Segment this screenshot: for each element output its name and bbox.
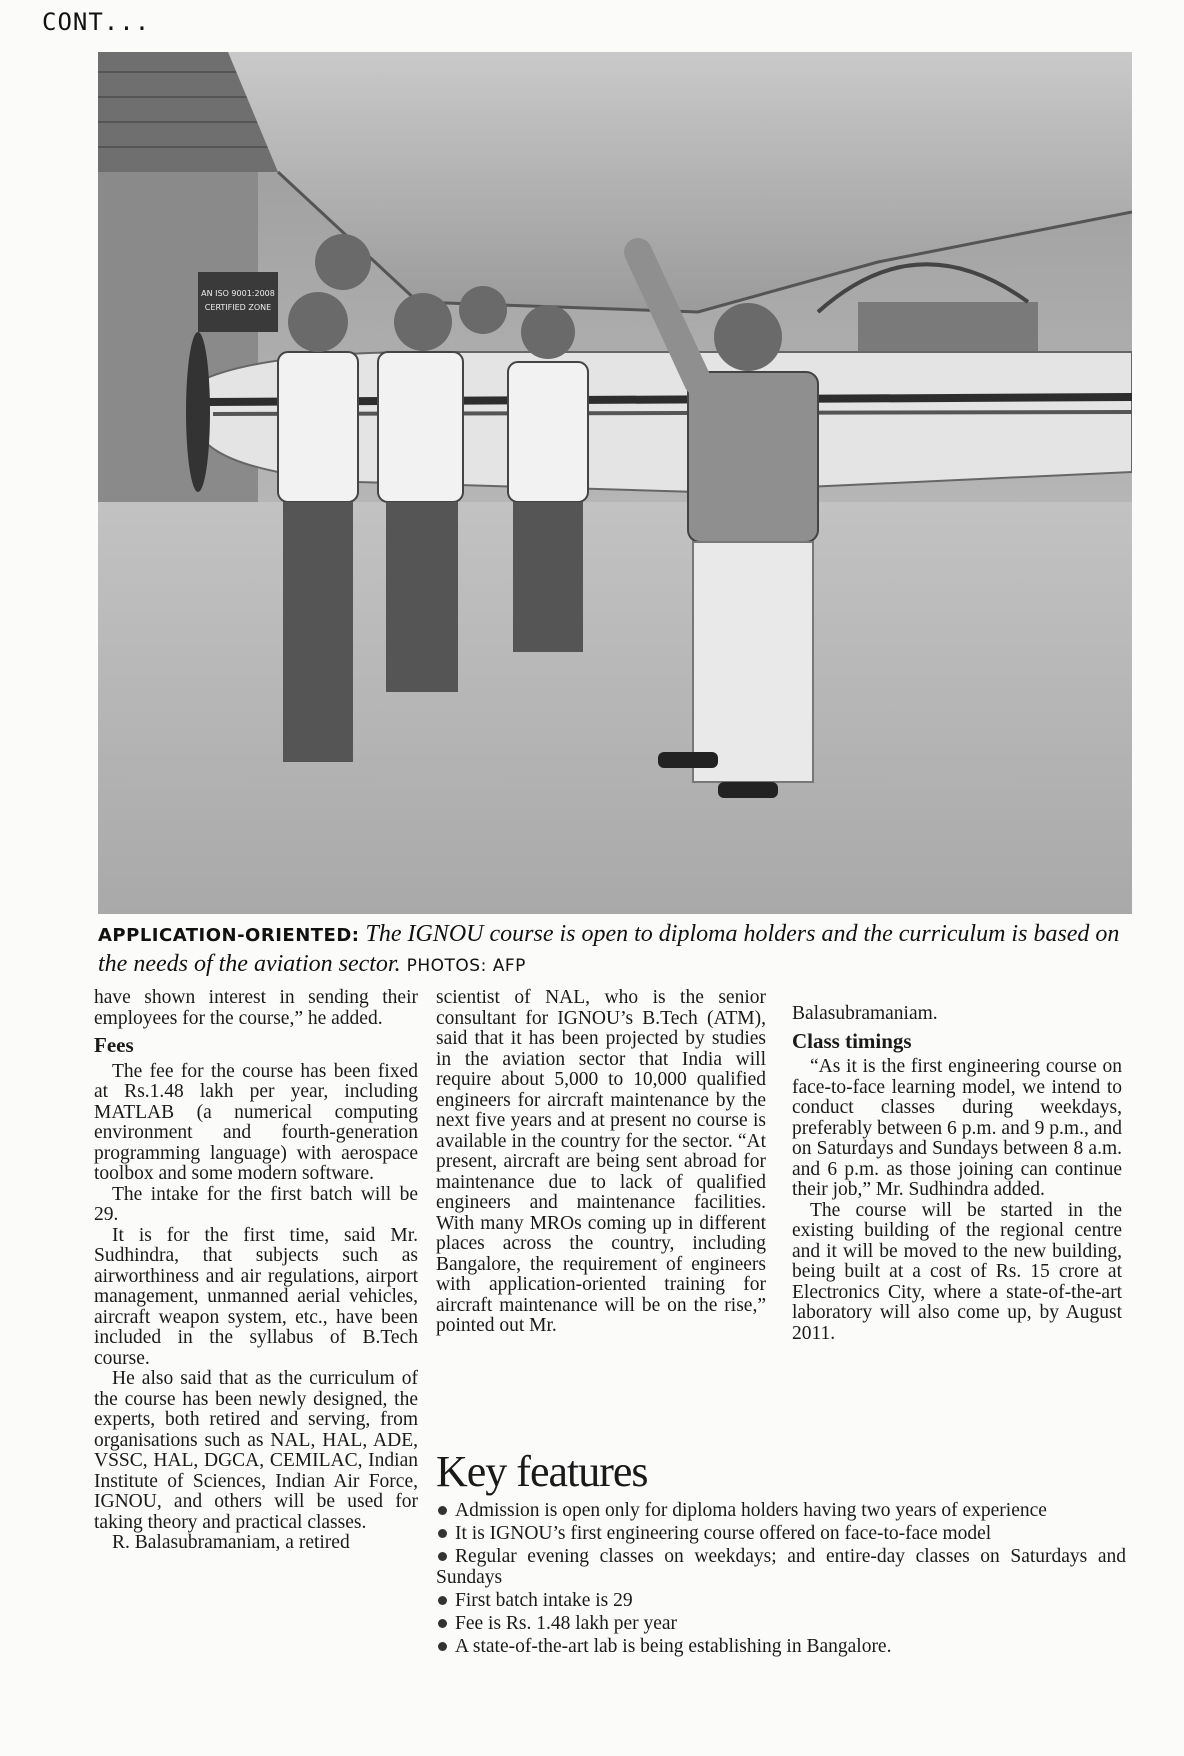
- photo-credit: PHOTOS: AFP: [406, 956, 526, 976]
- cont-label: CONT...: [42, 8, 151, 36]
- photo-caption: [98, 920, 1148, 981]
- paragraph: The fee for the course has been fixed at Rs.1.48 lakh per year, including MATLAB (a numerical computing environment and fourth-generation programming language) with aerospace toolbox and some modern software.: [94, 1060, 418, 1184]
- key-features-title: Key features: [436, 1447, 648, 1496]
- article-column-3: [792, 988, 1122, 1344]
- aircraft-training-photo: [98, 52, 1132, 914]
- bullet-icon: [438, 1642, 447, 1651]
- paragraph: “As it is the first engineering course on face-to-face learning model, we intend to conduct classes during weekdays, preferably between 6 p.m. and 9 p.m., and on Saturdays and Sundays between 8 a.m. and 6 p.m. as those joining can continue their job,” Mr. Sudhindra added.: [792, 1056, 1122, 1200]
- article-column-2: [436, 988, 766, 1337]
- bullet-icon: [438, 1552, 447, 1561]
- paragraph: scientist of NAL, who is the senior consultant for IGNOU’s B.Tech (ATM), said that it has been projected by studies in the aviation sector that India will require about 5,000 to 10,000 qualified engineers for aircraft maintenance by the next five years and at present no course is available in the country for the sector. “At present, aircraft are being sent abroad for maintenance due to lack of qualified engineers and maintenance facilities. With many MROs coming up in different places across the country, including Bangalore, the requirement of engineers with application-oriented training for aircraft maintenance will be on the rise,” pointed out Mr.: [436, 987, 766, 1336]
- list-item-text: Fee is Rs. 1.48 lakh per year: [455, 1613, 678, 1634]
- list-item-text: Admission is open only for diploma holders having two years of experience: [455, 1500, 1047, 1521]
- list-item: [436, 1613, 1126, 1634]
- article-column-1: [94, 988, 418, 1554]
- paragraph: have shown interest in sending their employees for the course,” he added.: [94, 987, 418, 1029]
- list-item-text: A state-of-the-art lab is being establishing in Bangalore.: [455, 1636, 892, 1657]
- list-item-text: Regular evening classes on weekdays; and entire-day classes on Saturdays and Sundays: [436, 1546, 1126, 1588]
- iso-sign-line2: CERTIFIED ZONE: [204, 303, 272, 312]
- list-item: [436, 1500, 1126, 1521]
- subhead-class-timings: Class timings: [792, 1028, 912, 1053]
- list-item: [436, 1590, 1126, 1611]
- paragraph: R. Balasubramaniam, a retired: [112, 1532, 350, 1553]
- list-item-text: It is IGNOU’s first engineering course offered on face-to-face model: [455, 1523, 992, 1544]
- iso-sign-line1: AN ISO 9001:2008: [201, 289, 275, 298]
- paragraph: The intake for the first batch will be 29.: [94, 1183, 418, 1225]
- paragraph: Balasubramaniam.: [792, 1003, 938, 1024]
- subhead-fees: Fees: [94, 1033, 134, 1057]
- article-photo: [98, 52, 1132, 914]
- key-features-list: [436, 1500, 1126, 1657]
- list-item-text: First batch intake is 29: [455, 1590, 633, 1611]
- paragraph: The course will be started in the existing building of the regional centre and it will be moved to the new building, being built at a cost of Rs. 15 crore at Electronics City, where a state-of-the-art laboratory will also come up, by August 2011.: [792, 1199, 1122, 1344]
- paragraph: He also said that as the curriculum of the course has been newly designed, the experts, both retired and serving, from organisations such as NAL, HAL, ADE, VSSC, HAL, DGCA, CEMILAC, Indian Institute of Sciences, Indian Air Force, IGNOU, and others will be used for taking theory and practical classes.: [94, 1368, 418, 1533]
- caption-text: The IGNOU course is open to diploma holders and the curriculum is based on the needs of the aviation sector.: [98, 921, 1120, 977]
- key-features-box: [436, 1448, 1126, 1659]
- bullet-icon: [438, 1619, 447, 1628]
- caption-lead: APPLICATION-ORIENTED:: [98, 925, 360, 946]
- paragraph: It is for the first time, said Mr. Sudhindra, that subjects such as airworthiness and air regulations, airport management, unmanned aerial vehicles, aircraft weapon system, etc., have been included in the syllabus of B.Tech course.: [94, 1224, 418, 1369]
- bullet-icon: [438, 1506, 447, 1515]
- list-item: [436, 1546, 1126, 1588]
- list-item: [436, 1636, 1126, 1657]
- bullet-icon: [438, 1596, 447, 1605]
- bullet-icon: [438, 1529, 447, 1538]
- list-item: [436, 1523, 1126, 1544]
